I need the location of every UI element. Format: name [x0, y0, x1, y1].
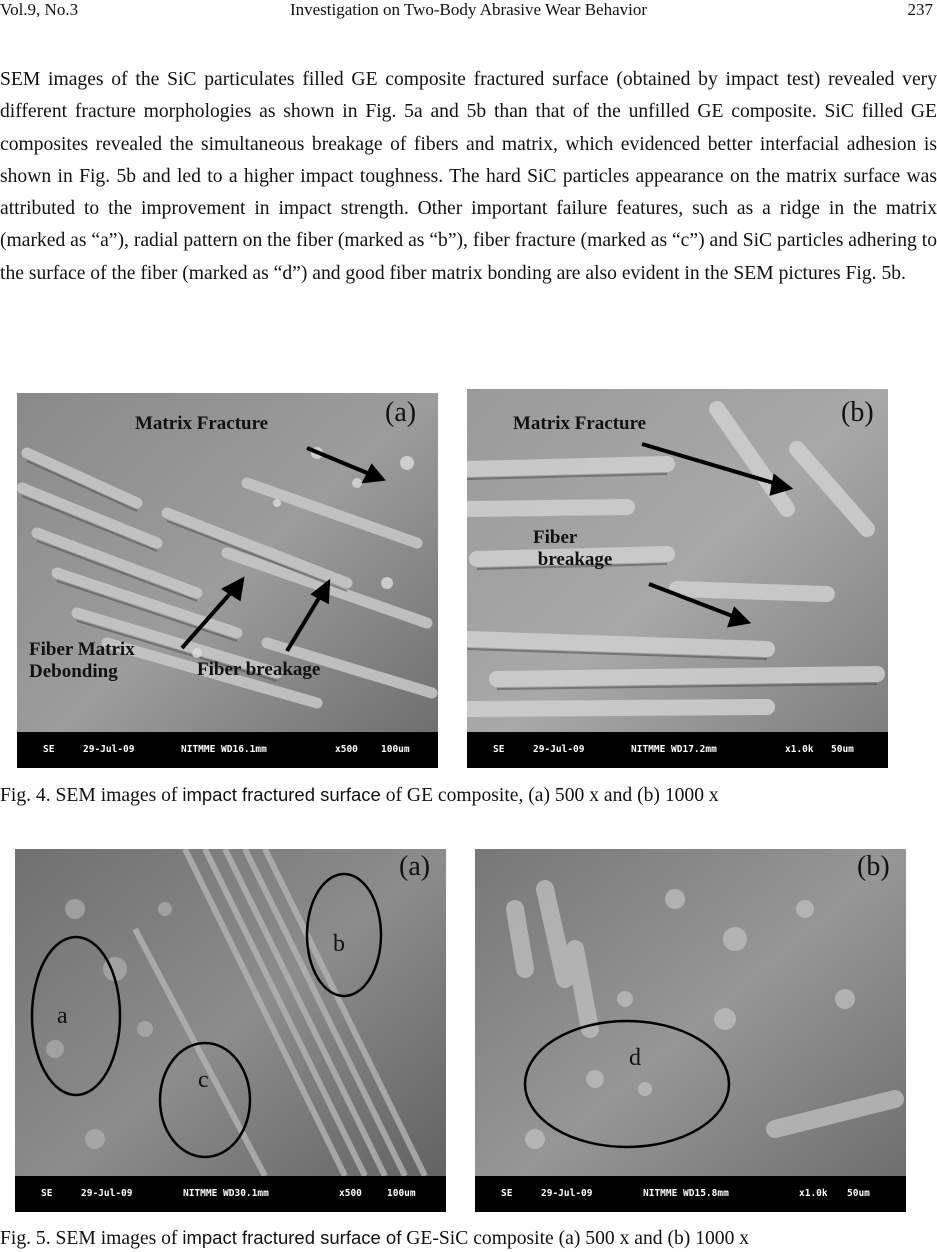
fig4a-sem-image: [17, 393, 438, 768]
databar-scale: 50um: [847, 1188, 870, 1199]
fig4b-micrograph: [467, 389, 888, 768]
fig5-caption-suffix: GE-SiC composite (a) 500 x and (b) 1000 x: [401, 1228, 750, 1249]
databar-mode: SE: [41, 1188, 53, 1199]
fig5a-marker-a: a: [57, 1003, 68, 1029]
databar-mag: x500: [339, 1188, 362, 1199]
databar-mode: SE: [493, 744, 505, 755]
databar-scale: 100um: [381, 744, 410, 755]
fig5b-marker-d: d: [629, 1045, 641, 1071]
fig5a-micrograph: [15, 849, 446, 1212]
fig4b-sem-image: [467, 389, 888, 768]
fig4a-fiber-breakage-label: Fiber breakage: [197, 659, 321, 680]
fig4-caption-prefix: Fig. 4. SEM images of: [0, 785, 183, 806]
fig4a-debonding-label: Fiber Matrix Debonding: [29, 639, 135, 682]
body-paragraph: SEM images of the SiC particulates filled GE composite fractured surface (obtained by impact test) revealed very different fracture morphologies as shown in Fig. 5a and 5b than that of the unfilled GE composite. SiC filled GE composites revealed the simultaneous breakage of fibers and matrix, which evidenced better interfacial adhesion is shown in Fig. 5b and led to a higher impact toughness. The hard SiC particles appearance on the matrix surface was attributed to the improvement in impact strength. Other important failure features, such as a ridge in the matrix (marked as “a”), radial pattern on the fiber (marked as “b”), fiber fracture (marked as “c”) and SiC particles adhering to the surface of the fiber (marked as “d”) and good fiber matrix bonding are also evident in the SEM pictures Fig. 5b.: [0, 69, 937, 284]
databar-mag: x1.0k: [785, 744, 814, 755]
fig4-caption-highlight: impact fractured surface: [182, 784, 381, 805]
databar-info: NITMME WD16.1mm: [181, 744, 267, 755]
page-number: 237: [907, 0, 933, 19]
fig5-caption-prefix: Fig. 5. SEM images of: [0, 1228, 183, 1249]
fig5a-marker-c: c: [198, 1067, 209, 1093]
databar-date: 29-Jul-09: [83, 744, 135, 755]
journal-volume: Vol.9, No.3: [0, 0, 79, 19]
databar-scale: 50um: [831, 744, 854, 755]
fig5b-databar: [475, 1176, 906, 1212]
fig4a-micrograph: [17, 393, 438, 768]
fig4b-panel-label: (b): [841, 397, 874, 428]
fig4a-databar: [17, 732, 438, 768]
databar-mode: SE: [43, 744, 55, 755]
fig5a-panel-label: (a): [399, 851, 431, 882]
databar-info: NITMME WD17.2mm: [631, 744, 717, 755]
databar-scale: 100um: [387, 1188, 416, 1199]
fig4b-matrix-fracture-label: Matrix Fracture: [513, 413, 647, 434]
fig5b-micrograph: [475, 849, 906, 1212]
fig5b-sem-image: [475, 849, 906, 1212]
fig4-caption: [0, 783, 719, 808]
fig5a-marker-b: b: [333, 931, 345, 957]
running-header: [0, 0, 937, 22]
running-title: Investigation on Two-Body Abrasive Wear Behavior: [289, 0, 648, 19]
databar-date: 29-Jul-09: [533, 744, 585, 755]
fig4b-databar: [467, 732, 888, 768]
databar-date: 29-Jul-09: [541, 1188, 593, 1199]
fig5-caption: [0, 1226, 749, 1251]
fig4b-fiber-breakage-label: Fiber breakage: [533, 527, 613, 570]
databar-info: NITMME WD30.1mm: [183, 1188, 269, 1199]
fig5-caption-highlight: impact fractured surface of: [182, 1227, 402, 1248]
databar-info: NITMME WD15.8mm: [643, 1188, 729, 1199]
fig4-caption-suffix: of GE composite, (a) 500 x and (b) 1000 x: [380, 785, 719, 806]
databar-mode: SE: [501, 1188, 513, 1199]
databar-date: 29-Jul-09: [81, 1188, 133, 1199]
fig5b-panel-label: (b): [857, 851, 890, 882]
fig5a-databar: [15, 1176, 446, 1212]
databar-mag: x1.0k: [799, 1188, 828, 1199]
fig4a-panel-label: (a): [385, 397, 417, 428]
fig4a-matrix-fracture-label: Matrix Fracture: [135, 413, 269, 434]
databar-mag: x500: [335, 744, 358, 755]
fig5a-sem-image: [15, 849, 446, 1212]
